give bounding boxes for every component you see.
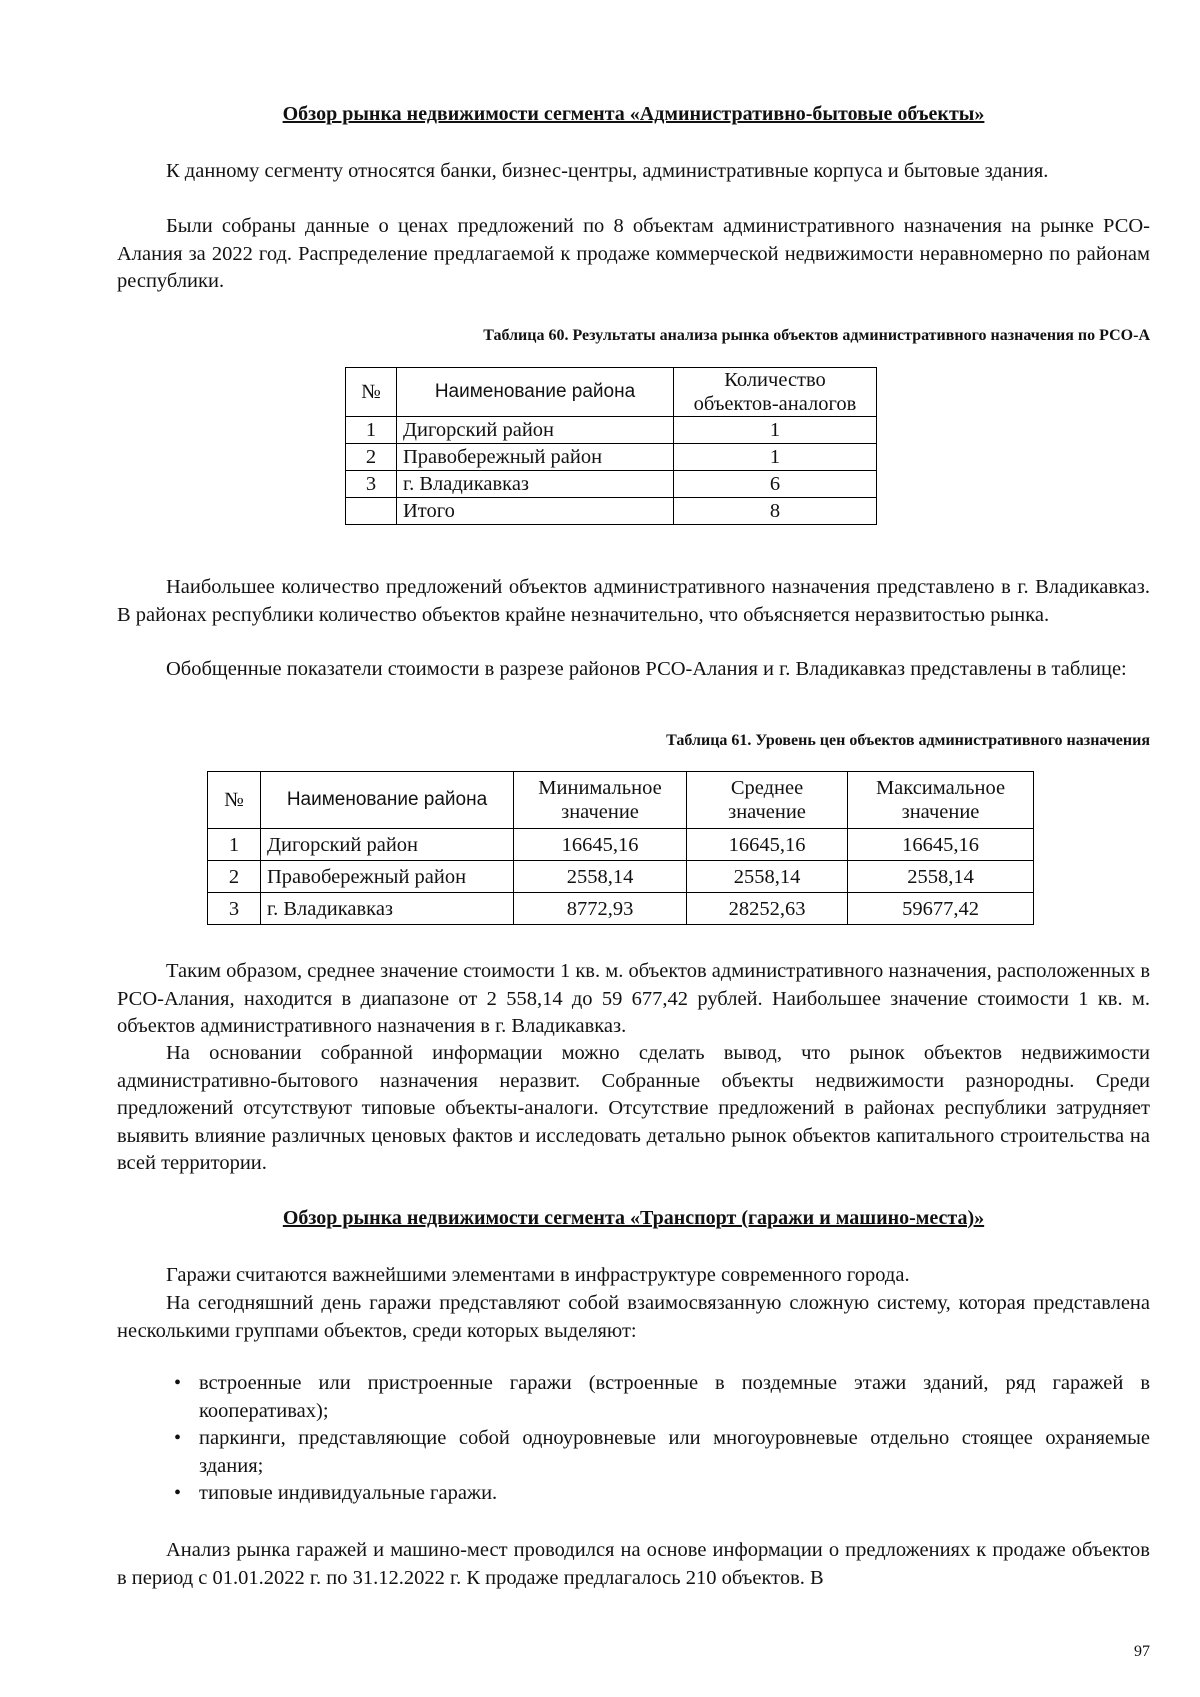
cell-number: 3 (208, 893, 261, 925)
cell-total-count: 8 (674, 498, 877, 525)
header-number: № (208, 772, 261, 829)
page-number: 97 (1134, 1643, 1150, 1660)
header-district: Наименование района (397, 368, 674, 417)
cell-avg: 16645,16 (687, 829, 848, 861)
cell-number: 1 (346, 417, 397, 444)
paragraph-garages-system: На сегодняшний день гаражи представляют собой взаимосвязанную сложную систему, которая представлена несколькими группами объектов, среди которых выделяют: (117, 1292, 1150, 1342)
list-item: • типовые индивидуальные гаражи. (117, 1480, 1150, 1508)
cell-avg: 2558,14 (687, 861, 848, 893)
cell-total-label: Итого (397, 498, 674, 525)
garage-types-list (117, 1370, 1150, 1508)
header-district: Наименование района (261, 772, 514, 829)
cell-number: 1 (208, 829, 261, 861)
cell-number (346, 498, 397, 525)
table-61-caption: Таблица 61. Уровень цен объектов административного назначения (666, 732, 1150, 749)
paragraph-price-range: Таким образом, среднее значение стоимости 1 кв. м. объектов административного назначения, расположенных в РСО-Алания, находится в диапазоне от 2 558,14 до 59 677,42 рублей. Наибольшее значение стоимости 1 кв. м. объектов административного назначения в г. Владикавказ. (117, 960, 1150, 1037)
cell-number: 2 (346, 444, 397, 471)
table-row (208, 893, 1034, 925)
cell-number: 2 (208, 861, 261, 893)
paragraph-market-analysis: Анализ рынка гаражей и машино-мест проводился на основе информации о предложениях к продаже объектов в период с 01.01.2022 г. по 31.12.2022 г. К продаже предлагалось 210 объектов. В (117, 1539, 1150, 1589)
table-total-row (346, 498, 877, 525)
cell-min: 16645,16 (514, 829, 687, 861)
cell-district: Дигорский район (261, 829, 514, 861)
list-item: • паркинги, представляющие собой одноуровневые или многоуровневые отдельно стоящее охраняемые здания; (117, 1425, 1150, 1480)
cell-district: Дигорский район (397, 417, 674, 444)
paragraph-generalized-indicators: Обобщенные показатели стоимости в разрезе районов РСО-Алания и г. Владикавказ представлены в таблице: (166, 658, 1127, 680)
cell-district: Правобережный район (261, 861, 514, 893)
cell-count: 6 (674, 471, 877, 498)
table-60 (345, 367, 877, 525)
cell-max: 2558,14 (848, 861, 1034, 893)
table-row (208, 829, 1034, 861)
cell-avg: 28252,63 (687, 893, 848, 925)
cell-max: 16645,16 (848, 829, 1034, 861)
paragraph-most-offers: Наибольшее количество предложений объектов административного назначения представлено в г. Владикавказ. В районах республики количество объектов крайне незначительно, что объясняется неразвитостью рынка. (117, 576, 1150, 626)
cell-count: 1 (674, 417, 877, 444)
paragraph-data-collected: Были собраны данные о ценах предложений по 8 объектам административного назначения на рынке РСО-Алания за 2022 год. Распределение предлагаемой к продаже коммерческой недвижимости неравномерно по районам республики. (117, 215, 1150, 292)
paragraph-conclusion: На основании собранной информации можно сделать вывод, что рынок объектов недвижимости административно-бытового назначения неразвит. Собранные объекты недвижимости разнородны. Среди предложений отсутствуют типовые объекты-аналоги. Отсутствие предложений в районах республики затрудняет выявить влияние различных ценовых фактов и исследовать детально рынок объектов капитального строительства на всей территории. (117, 1042, 1150, 1174)
table-row (208, 861, 1034, 893)
cell-district: г. Владикавказ (397, 471, 674, 498)
table-row (346, 417, 877, 444)
cell-district: г. Владикавказ (261, 893, 514, 925)
header-max: Максимальное значение (848, 772, 1034, 829)
table-61 (207, 771, 1034, 925)
table-header-row (208, 772, 1034, 829)
header-number: № (346, 368, 397, 417)
header-min: Минимальное значение (514, 772, 687, 829)
cell-district: Правобережный район (397, 444, 674, 471)
cell-number: 3 (346, 471, 397, 498)
list-item: • встроенные или пристроенные гаражи (встроенные в поздемные этажи зданий, ряд гаражей в кооперативах); (117, 1370, 1150, 1425)
table-row (346, 471, 877, 498)
section-heading-transport: Обзор рынка недвижимости сегмента «Транспорт (гаражи и машино-места)» (282, 1207, 985, 1229)
cell-min: 8772,93 (514, 893, 687, 925)
table-header-row (346, 368, 877, 417)
header-count: Количество объектов-аналогов (674, 368, 877, 417)
header-avg: Среднее значение (687, 772, 848, 829)
paragraph-garages-important: Гаражи считаются важнейшими элементами в инфраструктуре современного города. (166, 1264, 910, 1286)
cell-count: 1 (674, 444, 877, 471)
section-heading-administrative: Обзор рынка недвижимости сегмента «Административно-бытовые объекты» (282, 103, 985, 125)
cell-max: 59677,42 (848, 893, 1034, 925)
table-60-caption: Таблица 60. Результаты анализа рынка объектов административного назначения по РСО-А (483, 327, 1150, 344)
table-row (346, 444, 877, 471)
paragraph-segment-intro: К данному сегменту относятся банки, бизнес-центры, административные корпуса и бытовые здания. (166, 160, 1049, 182)
cell-min: 2558,14 (514, 861, 687, 893)
